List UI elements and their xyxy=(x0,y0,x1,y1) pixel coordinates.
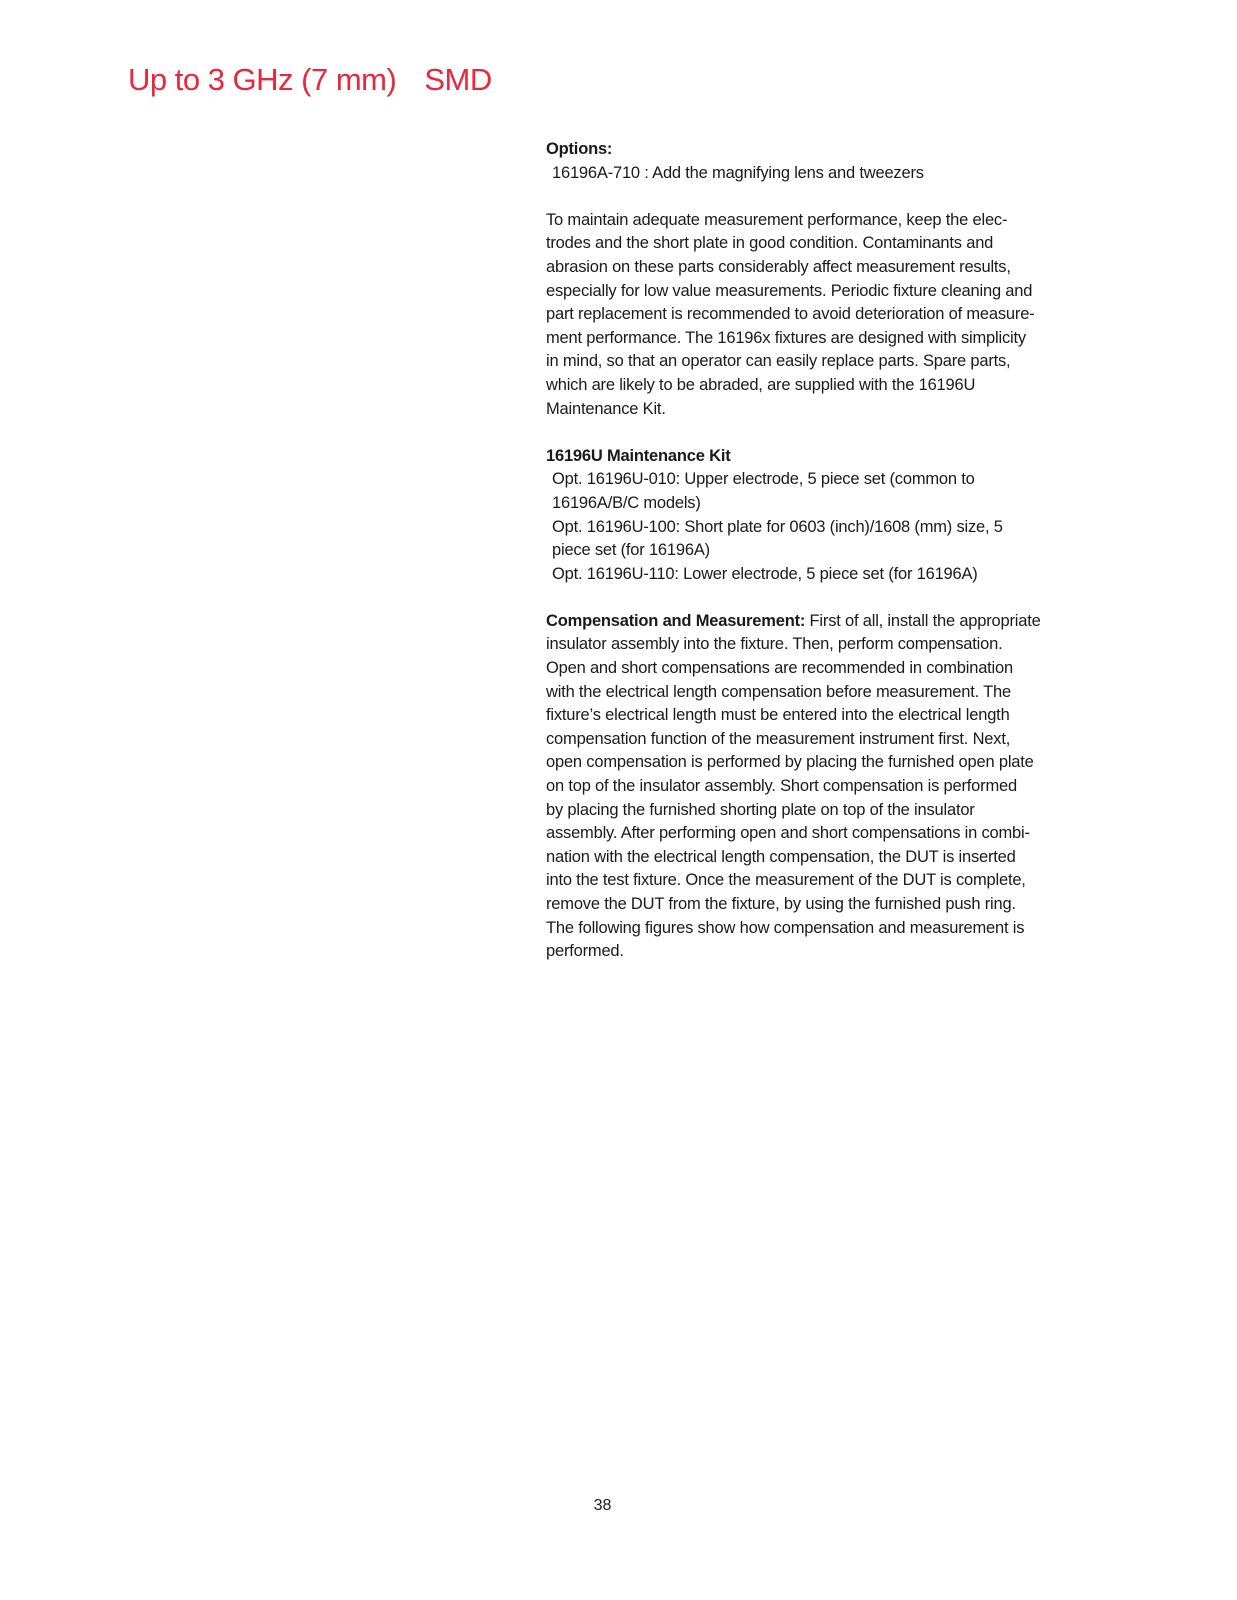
kit-line: Opt. 16196U-010: Upper electrode, 5 piece set (common to xyxy=(552,470,975,489)
maintenance-line: which are likely to be abraded, are supplied with the 16196U xyxy=(546,375,976,394)
maintenance-line: abrasion on these parts considerably affect measurement results, xyxy=(546,257,1011,276)
compensation-line: assembly. After performing open and short compensations in combi- xyxy=(546,824,1030,843)
compensation-line: on top of the insulator assembly. Short compensation is performed xyxy=(546,777,1017,796)
kit-line: 16196A/B/C models) xyxy=(552,493,701,512)
options-heading: Options: xyxy=(546,140,613,158)
maintenance-line: part replacement is recommended to avoid deterioration of measure- xyxy=(546,305,1035,324)
options-item: 16196A-710 : Add the magnifying lens and tweezers xyxy=(552,163,924,182)
page-title-sub: SMD xyxy=(424,62,492,97)
compensation-first-line-text: First of all, install the appropriate xyxy=(805,611,1041,630)
maintenance-line: trodes and the short plate in good condition. Contaminants and xyxy=(546,234,994,253)
compensation-line: insulator assembly into the fixture. Then, perform compensation. xyxy=(546,635,1003,654)
compensation-line: compensation function of the measurement instrument first. Next, xyxy=(546,729,1011,748)
compensation-first-line xyxy=(546,610,1086,634)
page-number: 38 xyxy=(593,1497,612,1514)
maintenance-line: ment performance. The 16196x fixtures are designed with simplicity xyxy=(546,328,1026,347)
maintenance-kit-heading: 16196U Maintenance Kit xyxy=(546,446,731,465)
maintenance-paragraph xyxy=(546,209,1086,421)
compensation-line: open compensation is performed by placing the furnished open plate xyxy=(546,753,1034,772)
maintenance-line: in mind, so that an operator can easily replace parts. Spare parts, xyxy=(546,352,1011,371)
compensation-line: fixture’s electrical length must be entered into the electrical length xyxy=(546,706,1010,725)
compensation-line: into the test fixture. Once the measurement of the DUT is complete, xyxy=(546,871,1026,890)
compensation-section xyxy=(546,610,1086,964)
main-column xyxy=(546,138,1086,964)
maintenance-line: especially for low value measurements. Periodic fixture cleaning and xyxy=(546,281,1033,300)
compensation-line: with the electrical length compensation before measurement. The xyxy=(546,682,1011,701)
compensation-heading: Compensation and Measurement: xyxy=(546,611,806,630)
maintenance-line: To maintain adequate measurement performance, keep the elec- xyxy=(546,210,1008,229)
kit-line: Opt. 16196U-100: Short plate for 0603 (inch)/1608 (mm) size, 5 xyxy=(552,517,1003,536)
page-title-main: Up to 3 GHz (7 mm) xyxy=(128,62,397,97)
page-title xyxy=(128,62,492,98)
kit-line: Opt. 16196U-110: Lower electrode, 5 piece set (for 16196A) xyxy=(552,564,978,583)
compensation-line: performed. xyxy=(546,942,624,961)
maintenance-kit-section xyxy=(546,445,1086,587)
maintenance-line: Maintenance Kit. xyxy=(546,399,666,418)
compensation-line: The following figures show how compensation and measurement is xyxy=(546,918,1025,937)
compensation-line: Open and short compensations are recommended in combination xyxy=(546,659,1013,678)
compensation-line: nation with the electrical length compensation, the DUT is inserted xyxy=(546,847,1016,866)
compensation-line: remove the DUT from the fixture, by using the furnished push ring. xyxy=(546,895,1016,913)
compensation-line: by placing the furnished shorting plate on top of the insulator xyxy=(546,800,975,819)
options-section xyxy=(546,138,1086,185)
kit-line: piece set (for 16196A) xyxy=(552,541,710,560)
